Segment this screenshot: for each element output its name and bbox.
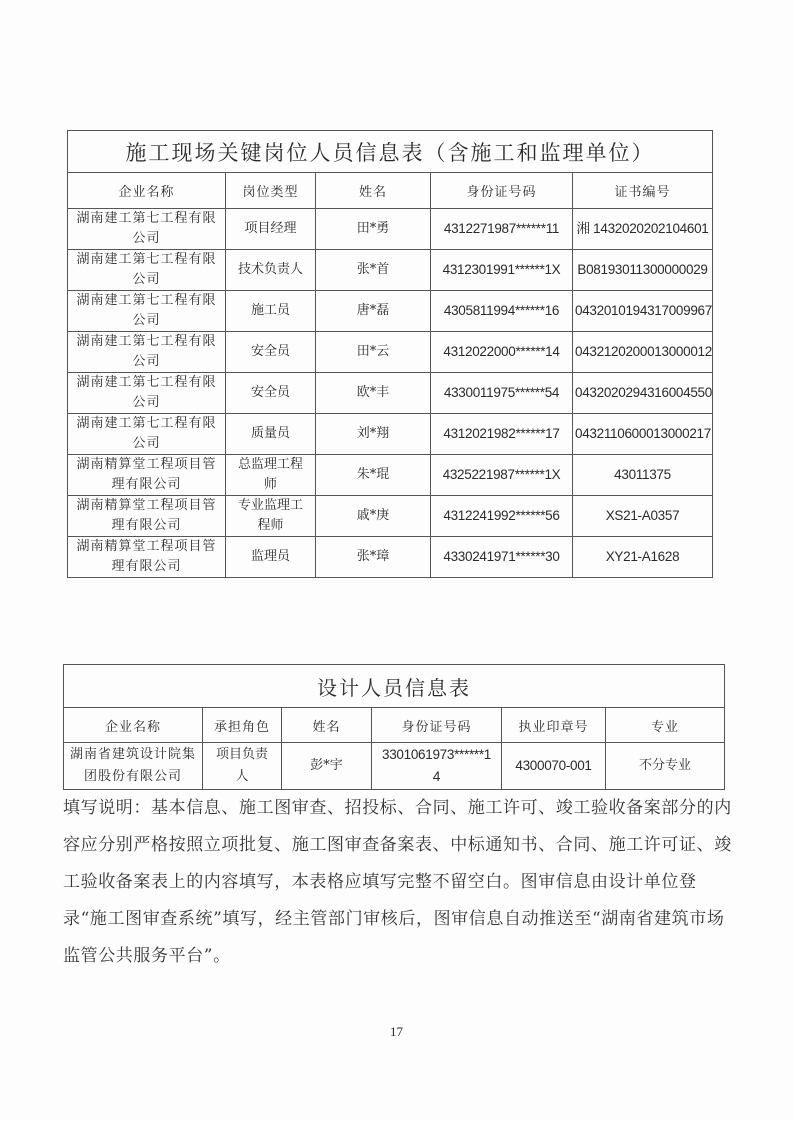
cell-name: 唐*磊 [316,291,431,332]
table-row [68,537,713,578]
header-id: 身份证号码 [431,173,573,209]
cell-company: 湖南精算堂工程项目管理有限公司 [68,537,226,578]
cell-company: 湖南建工第七工程有限公司 [68,209,226,250]
cell-id: 4312301991******1X [431,250,573,291]
cell-company: 湖南建工第七工程有限公司 [68,332,226,373]
table-row [68,414,713,455]
header-name: 姓名 [316,173,431,209]
table-row [68,332,713,373]
cell-name: 张*璋 [316,537,431,578]
cell-cert: XY21-A1628 [573,537,713,578]
header-seal: 执业印章号 [502,708,606,743]
cell-company: 湖南建工第七工程有限公司 [68,250,226,291]
cell-company: 湖南省建筑设计院集团股份有限公司 [64,743,203,790]
table2-header-row [64,708,725,743]
cell-company: 湖南精算堂工程项目管理有限公司 [68,455,226,496]
cell-id: 4305811994******16 [431,291,573,332]
table1-header-row [68,173,713,209]
page-number: 17 [390,1024,403,1039]
header-company: 企业名称 [64,708,203,743]
cell-name: 张*首 [316,250,431,291]
cell-cert: XS21-A0357 [573,496,713,537]
cell-name: 朱*琨 [316,455,431,496]
cell-cert: 湘 1432020202104601 [573,209,713,250]
cell-company: 湖南建工第七工程有限公司 [68,414,226,455]
table-row [68,291,713,332]
cell-id: 4330241971******30 [431,537,573,578]
header-id: 身份证号码 [372,708,502,743]
cell-cert: 43011375 [573,455,713,496]
table-row [68,455,713,496]
cell-specialty: 不分专业 [606,743,725,790]
cell-role: 安全员 [226,373,316,414]
header-name: 姓名 [282,708,372,743]
cell-cert: 0432110600013000217 [573,414,713,455]
cell-seal: 4300070-001 [502,743,606,790]
cell-id: 4312021982******17 [431,414,573,455]
cell-role: 技术负责人 [226,250,316,291]
cell-role: 质量员 [226,414,316,455]
cell-id: 4312022000******14 [431,332,573,373]
table-row [68,373,713,414]
cell-name: 彭*宇 [282,743,372,790]
header-role: 岗位类型 [226,173,316,209]
cell-id: 4312241992******56 [431,496,573,537]
cell-name: 田*勇 [316,209,431,250]
cell-name: 欧*丰 [316,373,431,414]
header-company: 企业名称 [68,173,226,209]
cell-id: 4330011975******54 [431,373,573,414]
cell-role: 施工员 [226,291,316,332]
cell-role: 项目经理 [226,209,316,250]
cell-role: 总监理工程师 [226,455,316,496]
cell-role: 专业监理工程师 [226,496,316,537]
header-cert: 证书编号 [573,173,713,209]
table-row [64,743,725,790]
filling-instructions: 填写说明：基本信息、施工图审查、招投标、合同、施工许可、竣工验收备案部分的内容应分别严格按照立项批复、施工图审查备案表、中标通知书、合同、施工许可证、竣工验收备案表上的内容填写，本表格应填写完整不留空白。图审信息由设计单位登录“施工图审查系统”填写，经主管部门审核后，图审信息自动推送至“湖南省建筑市场监管公共服务平台”。 [63,798,732,966]
cell-cert: B08193011300000029 [573,250,713,291]
cell-company: 湖南精算堂工程项目管理有限公司 [68,496,226,537]
header-specialty: 专业 [606,708,725,743]
cell-id: 4312271987******11 [431,209,573,250]
table2-title: 设计人员信息表 [64,665,725,708]
table1-title: 施工现场关键岗位人员信息表（含施工和监理单位） [68,131,713,173]
cell-name: 田*云 [316,332,431,373]
cell-id: 3301061973******14 [372,743,502,790]
cell-cert: 0432020294316004550 [573,373,713,414]
design-personnel-table [63,664,725,790]
cell-role: 安全员 [226,332,316,373]
cell-cert: 0432010194317009967 [573,291,713,332]
table-row [68,209,713,250]
table-row [68,496,713,537]
cell-cert: 0432120200013000012 [573,332,713,373]
cell-company: 湖南建工第七工程有限公司 [68,291,226,332]
cell-role: 项目负责人 [203,743,282,790]
cell-name: 戚*庚 [316,496,431,537]
header-role: 承担角色 [203,708,282,743]
cell-company: 湖南建工第七工程有限公司 [68,373,226,414]
cell-role: 监理员 [226,537,316,578]
cell-id: 4325221987******1X [431,455,573,496]
cell-name: 刘*翔 [316,414,431,455]
table-row [68,250,713,291]
key-personnel-table [67,130,713,578]
